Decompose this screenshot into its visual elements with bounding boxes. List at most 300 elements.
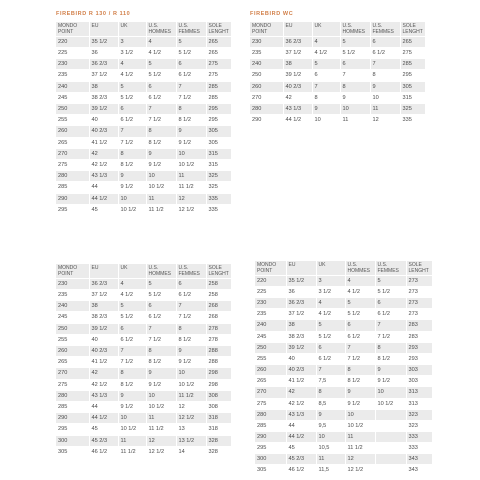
- cell-sole-lenght: 273: [406, 286, 432, 297]
- table-row: [56, 48, 231, 59]
- cell-us-femmes: 7 1/2: [176, 92, 206, 103]
- cell-mondo-point: 270: [56, 368, 89, 379]
- table-row: [255, 309, 432, 320]
- cell-us-femmes: 5 1/2: [375, 286, 406, 297]
- cell-uk: 6: [118, 323, 146, 334]
- column-header-us-femmes: U.S. FEMMES: [176, 264, 206, 278]
- cell-mondo-point: 280: [56, 390, 89, 401]
- cell-us-hommes: 5 1/2: [146, 70, 176, 81]
- column-header-us-hommes: U.S. HOMMES: [340, 22, 370, 36]
- cell-us-hommes: 12: [345, 454, 375, 465]
- cell-mondo-point: 255: [255, 353, 286, 364]
- cell-uk: 8,5: [316, 398, 345, 409]
- cell-us-femmes: 6: [375, 298, 406, 309]
- cell-eu: 41 1/2: [89, 357, 118, 368]
- cell-mondo-point: 240: [56, 81, 89, 92]
- cell-eu: 41 1/2: [89, 137, 118, 148]
- cell-eu: 38: [283, 59, 312, 70]
- cell-mondo-point: 245: [255, 331, 286, 342]
- cell-eu: 44 1/2: [286, 432, 316, 443]
- cell-eu: 44: [89, 402, 118, 413]
- table-row: [255, 376, 432, 387]
- cell-us-hommes: 6: [340, 59, 370, 70]
- cell-sole-lenght: 268: [206, 312, 231, 323]
- table-row: [250, 59, 425, 70]
- table-row: [56, 59, 231, 70]
- cell-uk: 9: [118, 390, 146, 401]
- cell-mondo-point: 260: [56, 346, 89, 357]
- cell-uk: 6 1/2: [118, 115, 146, 126]
- table-row: [255, 286, 432, 297]
- column-header-sole-lenght: SOLE LENGHT: [406, 261, 432, 275]
- cell-us-hommes: 6 1/2: [146, 312, 176, 323]
- cell-sole-lenght: 333: [406, 443, 432, 454]
- cell-sole-lenght: 285: [206, 92, 231, 103]
- cell-eu: 35 1/2: [286, 275, 316, 286]
- cell-sole-lenght: 325: [206, 171, 231, 182]
- cell-uk: 5: [118, 81, 146, 92]
- cell-us-hommes: 11: [345, 432, 375, 443]
- cell-us-femmes: 12: [370, 115, 400, 126]
- table-row: [56, 334, 231, 345]
- cell-us-femmes: 9: [375, 365, 406, 376]
- cell-us-femmes: 6 1/2: [375, 309, 406, 320]
- cell-sole-lenght: 278: [206, 334, 231, 345]
- table-row: [255, 320, 432, 331]
- cell-mondo-point: 275: [255, 398, 286, 409]
- cell-eu: 42 1/2: [89, 379, 118, 390]
- cell-uk: 10: [316, 432, 345, 443]
- cell-eu: 44: [286, 420, 316, 431]
- cell-uk: 7 1/2: [118, 137, 146, 148]
- cell-us-hommes: 5 1/2: [146, 290, 176, 301]
- size-table-bottom-left: [56, 264, 232, 457]
- cell-us-femmes: 9: [176, 346, 206, 357]
- table-row: [255, 454, 432, 465]
- cell-sole-lenght: 285: [206, 81, 231, 92]
- table-row: [56, 92, 231, 103]
- table-row: [255, 465, 432, 476]
- cell-us-hommes: 5: [340, 36, 370, 47]
- cell-us-femmes: 7 1/2: [176, 312, 206, 323]
- cell-uk: 6: [312, 70, 340, 81]
- cell-eu: 44: [89, 182, 118, 193]
- cell-us-femmes: 9 1/2: [176, 357, 206, 368]
- cell-mondo-point: 240: [56, 301, 89, 312]
- cell-us-hommes: 12 1/2: [345, 465, 375, 476]
- cell-us-hommes: 8: [146, 126, 176, 137]
- table-header-row: [56, 264, 231, 278]
- cell-mondo-point: 260: [250, 81, 283, 92]
- cell-us-femmes: 10 1/2: [176, 160, 206, 171]
- cell-uk: 10,5: [316, 443, 345, 454]
- column-header-sole-lenght: SOLE LENGHT: [206, 264, 231, 278]
- cell-sole-lenght: 298: [206, 379, 231, 390]
- cell-eu: 42: [89, 368, 118, 379]
- column-header-uk: UK: [118, 22, 146, 36]
- cell-eu: 40 2/3: [286, 365, 316, 376]
- cell-us-hommes: 4 1/2: [146, 48, 176, 59]
- cell-sole-lenght: 288: [206, 346, 231, 357]
- cell-us-hommes: 11 1/2: [146, 204, 176, 215]
- cell-uk: 7: [316, 365, 345, 376]
- cell-uk: 3 1/2: [316, 286, 345, 297]
- cell-uk: 8 1/2: [118, 160, 146, 171]
- section-title-firebird-r130-r110: FIREBIRD R 130 / R 110: [56, 11, 131, 17]
- cell-us-hommes: 10 1/2: [345, 420, 375, 431]
- cell-uk: 4: [316, 298, 345, 309]
- cell-eu: 37 1/2: [286, 309, 316, 320]
- cell-us-femmes: 13 1/2: [176, 435, 206, 446]
- cell-us-femmes: 9 1/2: [375, 376, 406, 387]
- cell-eu: 37 1/2: [89, 290, 118, 301]
- cell-eu: 35 1/2: [89, 36, 118, 47]
- cell-uk: 11: [316, 454, 345, 465]
- table-row: [56, 278, 231, 289]
- cell-uk: 5: [118, 301, 146, 312]
- table-row: [56, 70, 231, 81]
- cell-eu: 38 2/3: [89, 312, 118, 323]
- cell-eu: 36: [89, 48, 118, 59]
- table-row: [255, 342, 432, 353]
- cell-uk: 5: [316, 320, 345, 331]
- cell-sole-lenght: 305: [400, 81, 425, 92]
- cell-eu: 45 2/3: [286, 454, 316, 465]
- cell-mondo-point: 225: [255, 286, 286, 297]
- cell-mondo-point: 265: [56, 357, 89, 368]
- cell-us-hommes: 10: [340, 104, 370, 115]
- cell-us-hommes: 9 1/2: [146, 160, 176, 171]
- cell-eu: 38: [89, 301, 118, 312]
- cell-mondo-point: 230: [255, 298, 286, 309]
- cell-uk: 9: [316, 409, 345, 420]
- table-header-row: [250, 22, 425, 36]
- cell-mondo-point: 265: [56, 137, 89, 148]
- table-row: [255, 398, 432, 409]
- column-header-us-femmes: U.S. FEMMES: [370, 22, 400, 36]
- cell-mondo-point: 230: [56, 59, 89, 70]
- cell-mondo-point: 295: [56, 424, 89, 435]
- cell-uk: 4: [118, 59, 146, 70]
- cell-uk: 9 1/2: [118, 182, 146, 193]
- cell-us-femmes: 7 1/2: [375, 331, 406, 342]
- cell-uk: 7,5: [316, 376, 345, 387]
- cell-us-hommes: 6 1/2: [345, 331, 375, 342]
- cell-us-hommes: 11: [146, 413, 176, 424]
- cell-us-femmes: 10 1/2: [176, 379, 206, 390]
- cell-us-femmes: 11: [176, 171, 206, 182]
- table-row: [56, 413, 231, 424]
- cell-sole-lenght: 315: [400, 92, 425, 103]
- cell-us-hommes: 6: [146, 301, 176, 312]
- cell-sole-lenght: 258: [206, 278, 231, 289]
- cell-sole-lenght: 313: [406, 398, 432, 409]
- cell-uk: 6: [316, 342, 345, 353]
- cell-eu: 43 1/3: [286, 409, 316, 420]
- cell-sole-lenght: 333: [406, 432, 432, 443]
- cell-eu: 36 2/3: [89, 278, 118, 289]
- column-header-uk: UK: [316, 261, 345, 275]
- table-row: [255, 298, 432, 309]
- cell-eu: 45: [286, 443, 316, 454]
- table-row: [255, 443, 432, 454]
- table-row: [250, 70, 425, 81]
- cell-us-hommes: 5 1/2: [345, 309, 375, 320]
- table-row: [255, 387, 432, 398]
- cell-sole-lenght: 303: [406, 376, 432, 387]
- cell-sole-lenght: 265: [206, 48, 231, 59]
- cell-sole-lenght: 323: [406, 409, 432, 420]
- cell-sole-lenght: 328: [206, 446, 231, 457]
- cell-sole-lenght: 335: [400, 115, 425, 126]
- cell-us-femmes: 6 1/2: [176, 70, 206, 81]
- cell-sole-lenght: 268: [206, 301, 231, 312]
- cell-mondo-point: 290: [250, 115, 283, 126]
- column-header-mondo-point: MONDO POINT: [56, 22, 89, 36]
- table-row: [56, 160, 231, 171]
- cell-us-femmes: 13: [176, 424, 206, 435]
- cell-mondo-point: 240: [250, 59, 283, 70]
- cell-sole-lenght: 273: [406, 275, 432, 286]
- cell-uk: 5: [312, 59, 340, 70]
- cell-mondo-point: 250: [56, 323, 89, 334]
- cell-us-hommes: 7: [146, 104, 176, 115]
- cell-us-hommes: 12 1/2: [146, 446, 176, 457]
- cell-mondo-point: 230: [56, 278, 89, 289]
- cell-mondo-point: 255: [56, 334, 89, 345]
- table-row: [56, 182, 231, 193]
- cell-us-hommes: 10 1/2: [146, 182, 176, 193]
- cell-mondo-point: 275: [56, 379, 89, 390]
- cell-uk: 8: [316, 387, 345, 398]
- cell-uk: 3 1/2: [118, 48, 146, 59]
- cell-eu: 45: [89, 204, 118, 215]
- cell-uk: 4 1/2: [118, 70, 146, 81]
- cell-uk: 4 1/2: [312, 48, 340, 59]
- table-header-row: [56, 22, 231, 36]
- cell-us-femmes: 9: [370, 81, 400, 92]
- cell-us-hommes: 9: [345, 387, 375, 398]
- cell-uk: 3: [316, 275, 345, 286]
- table-row: [255, 365, 432, 376]
- cell-us-hommes: 8 1/2: [345, 376, 375, 387]
- cell-us-femmes: 14: [176, 446, 206, 457]
- cell-eu: 39 1/2: [89, 104, 118, 115]
- cell-uk: 6: [118, 104, 146, 115]
- cell-uk: 4: [118, 278, 146, 289]
- cell-eu: 40: [89, 115, 118, 126]
- cell-uk: 9,5: [316, 420, 345, 431]
- cell-mondo-point: 285: [56, 402, 89, 413]
- column-header-eu: EU: [283, 22, 312, 36]
- table-row: [56, 36, 231, 47]
- cell-us-femmes: 8: [176, 323, 206, 334]
- cell-us-hommes: 9: [146, 368, 176, 379]
- table-header-row: [255, 261, 432, 275]
- cell-us-hommes: 4 1/2: [345, 286, 375, 297]
- column-header-sole-lenght: SOLE LENGHT: [206, 22, 231, 36]
- column-header-eu: EU: [286, 261, 316, 275]
- cell-eu: 43 1/3: [283, 104, 312, 115]
- cell-us-hommes: 7: [345, 342, 375, 353]
- cell-sole-lenght: 275: [206, 70, 231, 81]
- column-header-us-hommes: U.S. HOMMES: [146, 22, 176, 36]
- cell-uk: 5 1/2: [118, 92, 146, 103]
- cell-sole-lenght: 298: [206, 368, 231, 379]
- size-table-firebird-r130-r110: [56, 22, 232, 215]
- cell-sole-lenght: 293: [406, 353, 432, 364]
- table-row: [56, 435, 231, 446]
- cell-sole-lenght: 295: [400, 70, 425, 81]
- cell-mondo-point: 280: [255, 409, 286, 420]
- cell-us-femmes: 5 1/2: [176, 48, 206, 59]
- table-row: [56, 115, 231, 126]
- cell-uk: 10 1/2: [118, 204, 146, 215]
- table-row: [255, 432, 432, 443]
- cell-uk: 9: [312, 104, 340, 115]
- cell-us-hommes: 5: [146, 59, 176, 70]
- table-row: [250, 81, 425, 92]
- cell-uk: 7 1/2: [118, 357, 146, 368]
- section-title-firebird-wc: FIREBIRD WC: [250, 11, 294, 17]
- column-header-us-femmes: U.S. FEMMES: [375, 261, 406, 275]
- cell-mondo-point: 285: [56, 182, 89, 193]
- cell-eu: 38: [89, 81, 118, 92]
- cell-eu: 38: [286, 320, 316, 331]
- cell-sole-lenght: 308: [206, 390, 231, 401]
- cell-us-hommes: 10: [146, 171, 176, 182]
- cell-mondo-point: 280: [56, 171, 89, 182]
- cell-mondo-point: 255: [56, 115, 89, 126]
- cell-us-femmes: 8 1/2: [176, 115, 206, 126]
- column-header-uk: UK: [312, 22, 340, 36]
- cell-uk: 11,5: [316, 465, 345, 476]
- table-row: [250, 36, 425, 47]
- cell-uk: 10: [118, 413, 146, 424]
- cell-sole-lenght: 325: [206, 182, 231, 193]
- cell-sole-lenght: 315: [206, 148, 231, 159]
- cell-mondo-point: 220: [56, 36, 89, 47]
- cell-eu: 41 1/2: [286, 376, 316, 387]
- cell-eu: 40: [286, 353, 316, 364]
- cell-sole-lenght: 295: [206, 104, 231, 115]
- table-row: [56, 290, 231, 301]
- cell-us-femmes: [375, 432, 406, 443]
- cell-uk: 7: [118, 126, 146, 137]
- cell-us-femmes: 6: [176, 278, 206, 289]
- cell-us-hommes: 9: [146, 148, 176, 159]
- cell-sole-lenght: 278: [206, 323, 231, 334]
- cell-us-femmes: [375, 443, 406, 454]
- table-row: [56, 126, 231, 137]
- cell-sole-lenght: 343: [406, 465, 432, 476]
- cell-us-femmes: 8 1/2: [375, 353, 406, 364]
- cell-mondo-point: 265: [255, 376, 286, 387]
- size-table-firebird-wc: [250, 22, 426, 125]
- table-row: [56, 368, 231, 379]
- table-row: [56, 137, 231, 148]
- table-row: [255, 420, 432, 431]
- cell-sole-lenght: 303: [406, 365, 432, 376]
- table-row: [56, 446, 231, 457]
- table-row: [56, 424, 231, 435]
- table-row: [56, 323, 231, 334]
- cell-us-hommes: 5: [345, 298, 375, 309]
- cell-us-hommes: 4: [146, 36, 176, 47]
- cell-us-femmes: 6: [176, 59, 206, 70]
- cell-sole-lenght: 335: [206, 204, 231, 215]
- cell-us-hommes: 8 1/2: [146, 137, 176, 148]
- cell-uk: 3: [118, 36, 146, 47]
- cell-us-femmes: 8 1/2: [176, 334, 206, 345]
- column-header-mondo-point: MONDO POINT: [56, 264, 89, 278]
- cell-uk: 8: [118, 368, 146, 379]
- cell-mondo-point: 300: [255, 454, 286, 465]
- table-row: [56, 148, 231, 159]
- cell-uk: 9: [118, 171, 146, 182]
- cell-sole-lenght: 275: [206, 59, 231, 70]
- cell-us-femmes: [375, 465, 406, 476]
- cell-us-femmes: 5: [176, 36, 206, 47]
- cell-us-hommes: 10: [345, 409, 375, 420]
- column-header-us-femmes: U.S. FEMMES: [176, 22, 206, 36]
- cell-eu: 38 2/3: [286, 331, 316, 342]
- cell-us-hommes: 7 1/2: [146, 334, 176, 345]
- table-row: [56, 379, 231, 390]
- cell-mondo-point: 235: [250, 48, 283, 59]
- cell-eu: 42: [283, 92, 312, 103]
- cell-uk: 8: [118, 148, 146, 159]
- cell-us-hommes: 11: [340, 115, 370, 126]
- cell-uk: 11: [118, 435, 146, 446]
- cell-us-femmes: 10: [370, 92, 400, 103]
- cell-uk: 10 1/2: [118, 424, 146, 435]
- cell-eu: 36 2/3: [89, 59, 118, 70]
- table-row: [255, 353, 432, 364]
- cell-us-femmes: 8: [375, 342, 406, 353]
- cell-us-hommes: 11 1/2: [345, 443, 375, 454]
- cell-eu: 40 2/3: [89, 126, 118, 137]
- cell-us-hommes: 8: [340, 81, 370, 92]
- cell-eu: 42: [89, 148, 118, 159]
- cell-sole-lenght: 313: [406, 387, 432, 398]
- cell-us-femmes: 9 1/2: [176, 137, 206, 148]
- cell-sole-lenght: 275: [400, 48, 425, 59]
- cell-sole-lenght: 265: [400, 36, 425, 47]
- cell-us-femmes: 6 1/2: [176, 290, 206, 301]
- cell-us-hommes: 7 1/2: [345, 353, 375, 364]
- table-row: [250, 115, 425, 126]
- cell-us-hommes: 6 1/2: [146, 92, 176, 103]
- cell-uk: 4 1/2: [118, 290, 146, 301]
- cell-sole-lenght: 343: [406, 454, 432, 465]
- cell-sole-lenght: 293: [406, 342, 432, 353]
- cell-sole-lenght: 295: [206, 115, 231, 126]
- cell-us-femmes: 9: [176, 126, 206, 137]
- cell-eu: 37 1/2: [89, 70, 118, 81]
- cell-us-femmes: 8: [370, 70, 400, 81]
- table-row: [56, 357, 231, 368]
- cell-eu: 40 2/3: [283, 81, 312, 92]
- cell-eu: 39 1/2: [89, 323, 118, 334]
- cell-us-hommes: 11: [146, 193, 176, 204]
- cell-eu: 42: [286, 387, 316, 398]
- table-row: [250, 48, 425, 59]
- table-row: [250, 104, 425, 115]
- cell-us-hommes: 4: [345, 275, 375, 286]
- cell-us-femmes: 11 1/2: [176, 390, 206, 401]
- cell-us-femmes: 12: [176, 402, 206, 413]
